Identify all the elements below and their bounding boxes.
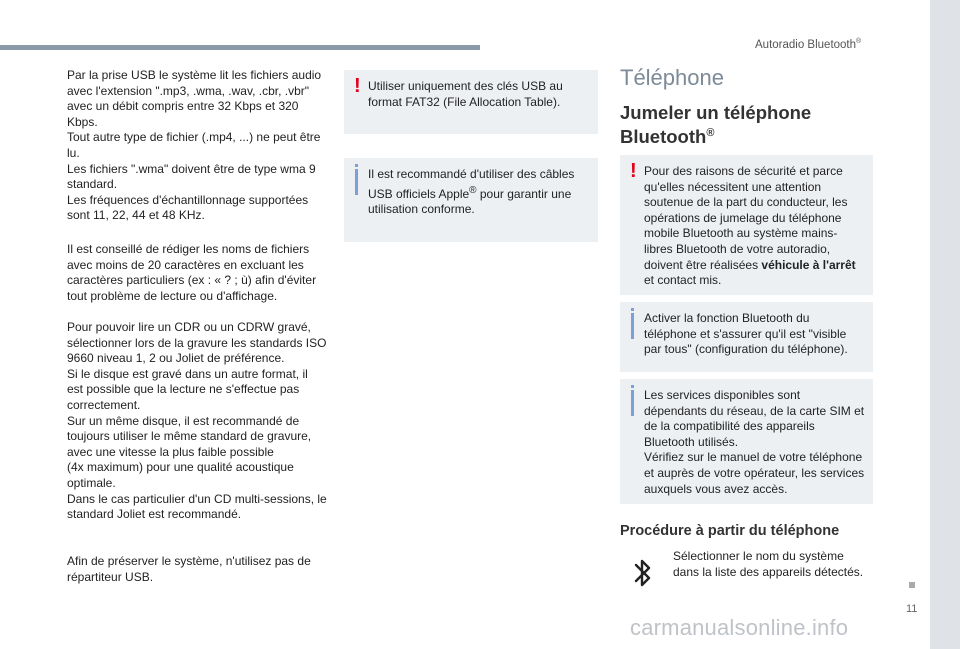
usb-hub-paragraph: Afin de préserver le système, n'utilisez pas de répartiteur USB. [67,554,311,584]
info-box-services [620,379,873,504]
procedure-text: Sélectionner le nom du système dans la liste des appareils détectés. [673,549,864,579]
page-side-tab [930,0,960,649]
info-icon [630,308,635,339]
file-names-paragraph: Il est conseillé de rédiger les noms de fichiers avec moins de 20 caractères en excluant les caractères particuliers (ex : « ? ; ù) afin d'éviter tout problème de lecture ou d'affichage. [67,242,317,303]
warning-text: Utiliser uniquement des clés USB au format FAT32 (File Allocation Table). [368,79,563,109]
continue-marker [909,582,915,588]
watermark: carmanualsonline.info [630,615,849,640]
info-text: Il est recommandé d'utiliser des câbles USB officiels Apple® pour garantir une utilisation conforme. [368,167,575,217]
chapter-header: Autoradio Bluetooth® [755,38,862,51]
info-box-activate-bluetooth [620,302,873,372]
section-title: Téléphone [620,65,724,90]
header-rule [0,45,480,50]
procedure-title: Procédure à partir du téléphone [620,523,840,539]
info-text: Activer la fonction Bluetooth du téléphone et s'assurer qu'il est "visible par tous" (configuration du téléphone). [644,311,848,357]
page-number: 11 [906,603,918,615]
info-box-apple-cables [344,158,598,242]
warning-icon: ! [630,160,637,182]
warning-box-pairing [620,155,873,295]
warning-box-fat32 [344,70,598,134]
info-icon [354,164,359,195]
usb-formats-paragraph: Par la prise USB le système lit les fichiers audio avec l'extension ".mp3, .wma, .wav, .cbr, .vbr" avec un débit compris entre 32 Kbps et 320 Kbps. Tout autre type de fichier (.mp4, ...) ne peut être lu. Les fichiers ".wma" doivent être de type wma 9 standard. Les fréquences d'échantillonnage supportées sont 11, 22, 44 et 48 KHz. [67,68,322,223]
info-icon [630,385,635,416]
warning-icon: ! [354,75,361,97]
warning-text: Pour des raisons de sécurité et parce qu'elles nécessitent une attention soutenue de la part du conducteur, les opérations de jumelage du téléphone mobile Bluetooth au système mains-libres Bluetooth de votre autoradio, doivent être réalisées véhicule à l'arrêt et contact mis. [644,164,856,288]
bluetooth-icon [633,556,653,590]
info-text: Les services disponibles sont dépendants du réseau, de la carte SIM et de la compatibilité des appareils Bluetooth utilisés. Vérifiez sur le manuel de votre téléphone et auprès de votre opérateur, les services auxquels vous avez accès. [644,388,865,496]
subsection-title: Jumeler un téléphone Bluetooth® [620,102,812,148]
cd-burning-paragraph: Pour pouvoir lire un CDR ou un CDRW gravé, sélectionner lors de la gravure les standards ISO 9660 niveau 1, 2 ou Joliet de préférence. Si le disque est gravé dans un autre format, il est possible que la lecture ne s'effectue pas correctement. Sur un même disque, il est recommandé de toujours utiliser le même standard de gravure, avec une vitesse la plus faible possible (4x maximum) pour une qualité acoustique optimale. Dans le cas particulier d'un CD multi-sessions, le standard Joliet est recommandé. [67,320,327,522]
